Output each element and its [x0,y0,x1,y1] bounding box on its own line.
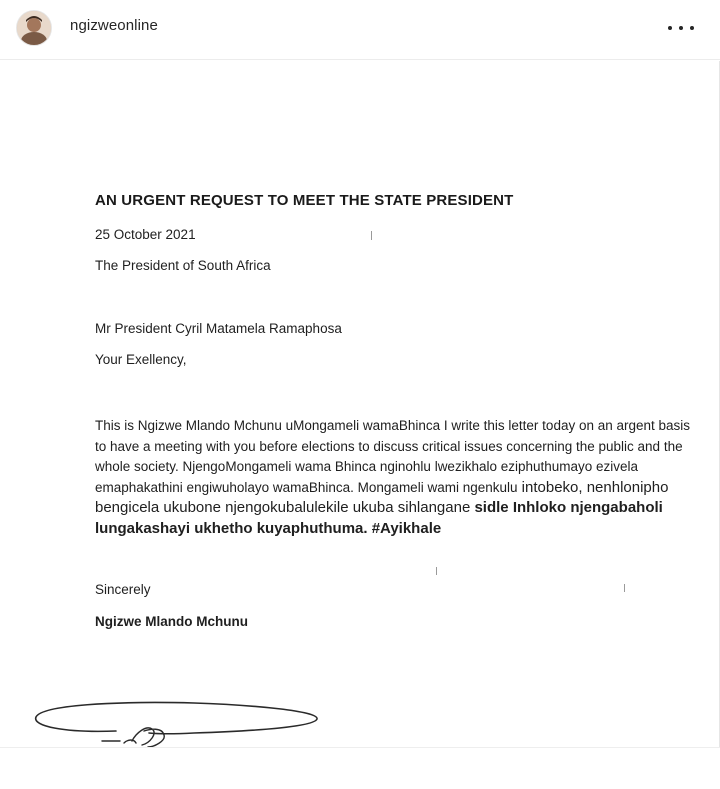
username-link[interactable]: ngizweonline [70,17,158,34]
letter-signatory: Ngizwe Mlando Mchunu [95,614,248,629]
letter-body-part1: This is Ngizwe Mlando Mchunu uMongameli wamaBhinca I write this letter today on an argent basis to have a meeting with you before elections to discuss critical issues concerning the public and the whole society. NjengoMongameli wama Bhinca nginohlu lwezikhalo eziphuthumayo ezivela emaphakathini engiwuholayo wamaBhinca. Mongameli wami ngenkulu [95,418,691,495]
handwritten-signature [24,681,344,747]
letter-title: AN URGENT REQUEST TO MEET THE STATE PRESIDENT [95,192,514,209]
letter-document [0,61,720,747]
letter-date: 25 October 2021 [95,227,196,242]
letter-salutation: Your Exellency, [95,352,187,367]
post-image[interactable] [0,61,720,747]
more-options-ellipsis-icon [679,26,683,30]
post-header [0,0,720,60]
letter-body-part2: intobeko, nenhlonipho bengicela ukubone njengokubalulekile ukuba sihlangane [95,478,669,516]
more-options-button[interactable] [668,18,694,38]
scan-speck [371,231,372,240]
letter-addressee: Mr President Cyril Matamela Ramaphosa [95,321,342,336]
letter-body [95,416,695,539]
more-options-ellipsis-icon [690,26,694,30]
post-footer-area [0,747,720,789]
avatar[interactable] [16,10,52,46]
letter-recipient: The President of South Africa [95,258,271,273]
more-options-ellipsis-icon [668,26,672,30]
scan-speck [624,584,625,592]
profile-photo-avatar-icon [17,11,51,45]
scan-speck [436,567,437,575]
letter-body-part3: sidle Inhloko njengabaholi lungakashayi ukhetho kuyaphuthuma. #Ayikhale [95,499,663,537]
letter-closing: Sincerely [95,582,151,597]
